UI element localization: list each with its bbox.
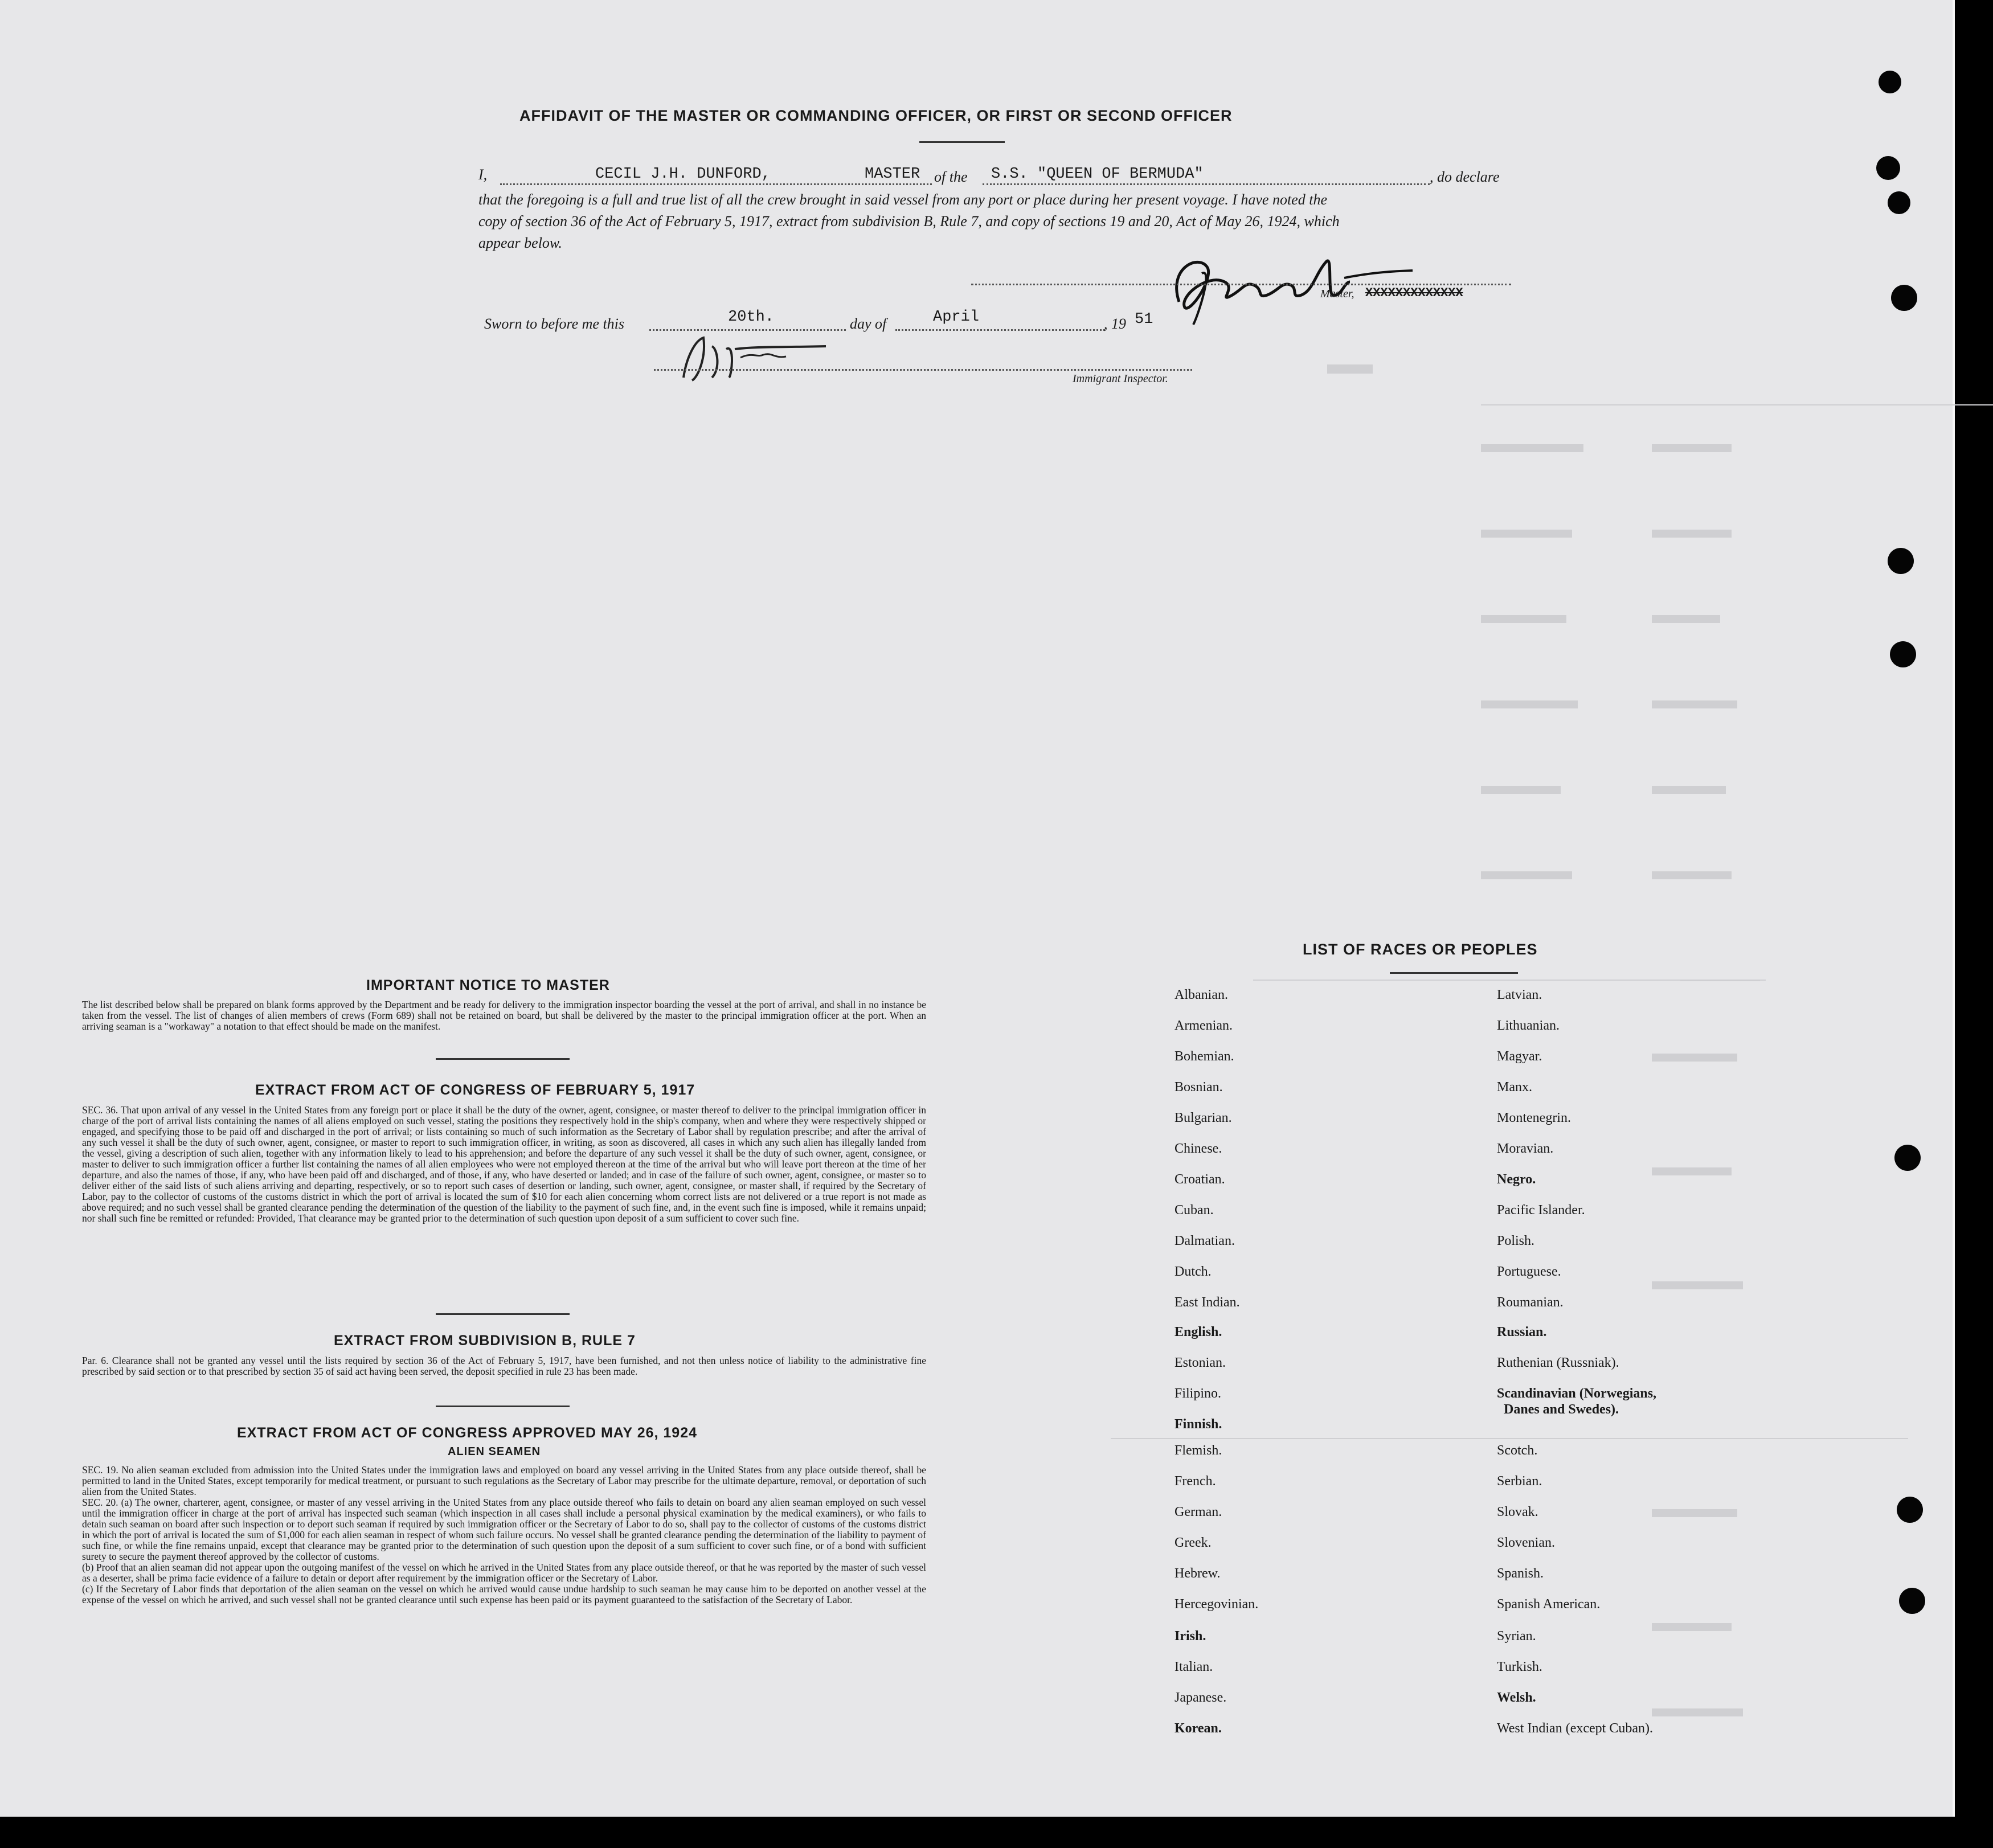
struck-out-officer-title: XXXXXXXXXXXXX	[1365, 286, 1463, 300]
master-name: CECIL J.H. DUNFORD,	[595, 166, 771, 183]
affidavit-body-line1: that the foregoing is a full and true list of all the crew brought in said vessel from any port or place during her present voyage. I have noted the	[478, 191, 1327, 208]
inspector-signature	[672, 323, 843, 392]
act-1924-sec20a: SEC. 20. (a) The owner, charterer, agent, consignee, or master of any vessel arriving in the United States from any place outside thereof who fails to detain on board any alien seaman employed on such vessel until the immigration officer in charge at the port of arrival has inspected such seaman (which inspection in all cases shall include a personal physical examination by the medical examiners), or who fails to detain such seaman on board after such inspection or to deport such seaman if required by such immigration officer or the Secretary of Labor to do so, shall pay to the collector of customs of the customs district in which the port of arrival is located the sum of $1,000 for each alien seaman in respect of whom such failure occurs. No vessel shall be granted clearance pending the determination of the liability to payment of such fine, or while the fine remains unpaid, except that clearance may be granted prior to the determination of such question upon the deposit of a sum sufficient to cover such fine, or of a bond with sufficient surety to secure the payment thereof approved by the collector of customs.	[82, 1497, 926, 1562]
race-item: Magyar.	[1497, 1049, 1542, 1064]
race-item: Spanish American.	[1497, 1597, 1601, 1612]
year-prefix: , 19	[1104, 315, 1126, 332]
notice-title: IMPORTANT NOTICE TO MASTER	[366, 977, 610, 993]
of-the-label: of the	[934, 169, 968, 185]
race-item: Finnish.	[1174, 1417, 1222, 1432]
race-item: Bohemian.	[1174, 1049, 1234, 1064]
affidavit-body-line3: appear below.	[478, 235, 562, 251]
binder-hole	[1876, 156, 1900, 180]
race-item: Roumanian.	[1497, 1295, 1564, 1310]
race-item: Spanish.	[1497, 1566, 1544, 1581]
rule-7-divider	[436, 1406, 570, 1407]
act-1917-divider	[436, 1313, 570, 1315]
race-item: English.	[1174, 1325, 1222, 1339]
race-item: Hercegovinian.	[1174, 1597, 1259, 1612]
binder-hole	[1894, 1145, 1921, 1171]
race-item: Negro.	[1497, 1172, 1536, 1187]
race-item: Greek.	[1174, 1535, 1212, 1550]
race-item: Lithuanian.	[1497, 1018, 1560, 1033]
race-item: Irish.	[1174, 1629, 1206, 1644]
race-item: Slovak.	[1497, 1505, 1538, 1519]
race-item: Latvian.	[1497, 987, 1542, 1002]
inspector-signature-line	[654, 369, 1192, 371]
sworn-month-line	[895, 329, 1105, 331]
binder-hole	[1888, 548, 1914, 574]
rule-7-text: Par. 6. Clearance shall not be granted any vessel until the lists required by section 36 of the Act of February 5, 1917, have been furnished, and not then unless notice of liability to the administrative fine prescribed by said section or to that prescribed by section 35 of said act having been served, the deposit specified in rule 23 has been made.	[82, 1355, 926, 1377]
race-item: Slovenian.	[1497, 1535, 1555, 1550]
act-1924-sec20c: (c) If the Secretary of Labor finds that deportation of the alien seaman on the vessel on which he arrived would cause undue hardship to such seaman he may cause him to be deported on another vessel at the expense of the vessel on which he arrived, and such vessel shall not be granted clearance until such expense has been paid or its payment guaranteed to the satisfaction of the Secretary of Labor.	[82, 1583, 926, 1605]
race-item: Bosnian.	[1174, 1080, 1223, 1095]
act-1924-subtitle: ALIEN SEAMEN	[448, 1445, 541, 1458]
race-item: Korean.	[1174, 1721, 1222, 1736]
race-item: Italian.	[1174, 1659, 1213, 1674]
race-item: Scotch.	[1497, 1443, 1538, 1458]
binder-hole	[1890, 641, 1916, 667]
race-item: Japanese.	[1174, 1690, 1227, 1705]
binder-hole	[1897, 1497, 1923, 1523]
race-item: Chinese.	[1174, 1141, 1222, 1156]
act-1917-title: EXTRACT FROM ACT OF CONGRESS OF FEBRUARY 5, 1917	[255, 1082, 695, 1098]
affidavit-body-line2: copy of section 36 of the Act of February 5, 1917, extract from subdivision B, Rule 7, and copy of sections 19 and 20, Act of May 26, 1924, which	[478, 213, 1340, 230]
affidavit-i-label: I,	[478, 166, 488, 183]
race-item: Albanian.	[1174, 987, 1228, 1002]
vessel-name: S.S. "QUEEN OF BERMUDA"	[991, 166, 1204, 183]
affidavit-title: AFFIDAVIT OF THE MASTER OR COMMANDING OFFICER, OR FIRST OR SECOND OFFICER	[519, 107, 1233, 124]
race-item: Russian.	[1497, 1325, 1547, 1339]
binder-hole	[1879, 71, 1901, 93]
race-item: Manx.	[1497, 1080, 1532, 1095]
race-item: Dutch.	[1174, 1264, 1212, 1279]
race-item: Polish.	[1497, 1234, 1535, 1248]
act-1917-text: SEC. 36. That upon arrival of any vessel in the United States from any foreign port or place it shall be the duty of the owner, agent, consignee, or master thereof to deliver to the principal immigration officer in charge of the port of arrival lists containing the names of all aliens employed on such vessel, stating the positions they respectively hold in the ship's company, when and where they were respectively shipped or engaged, and specifying those to be paid off and discharged in the port of arrival; or lists containing so much of such information as the Secretary of Labor shall by regulation prescribe; and after the arrival of any such vessel it shall be the duty of such owner, agent, consignee, or master to report to such immigration officer, in writing, as soon as discovered, all cases in which any such alien has illegally landed from the vessel, giving a description of such alien, together with any information likely to lead to his apprehension; and before the departure of any such vessel it shall be the duty of such owner, agent, consignee, or master to deliver to such immigration officer a further list containing the names of all alien employees who were not employed thereon at the time of the arrival but who will leave port thereon at the time of her departure, and also the names of those, if any, who have been paid off and discharged, and of those, if any, who have deserted or landed; and in case of the failure of such owner, agent, consignee, or master so to deliver either of the said lists of such aliens arriving and departing, respectively, or so to report such cases of desertion or landing, such owner, agent, consignee, or master shall, if required by the Secretary of Labor, pay to the collector of customs of the customs district in which the port of arrival is located the sum of $10 for each alien concerning whom correct lists are not delivered or a true report is not made as above required; and no such vessel shall be granted clearance pending the determination of the question of the liability to the payment of such fine, and, in the event such fine is imposed, while it remains unpaid; nor shall such fine be remitted or refunded: Provided, That clearance may be granted prior to the determination of such question upon deposit of a sum sufficient to cover such fine.	[82, 1104, 926, 1224]
notice-text: The list described below shall be prepared on blank forms approved by the Department and be ready for delivery to the immigration inspector boarding the vessel at the port of arrival, and shall in no instance be taken from the vessel. The list of changes of alien members of crews (Form 689) shall not be retained on board, but shall be delivered by the master to the principal immigration officer at the port. When an arriving seaman is a "workaway" a notation to that effect should be made on the manifest.	[82, 999, 926, 1032]
races-title: LIST OF RACES OR PEOPLES	[1303, 941, 1538, 958]
sworn-month: April	[933, 309, 980, 326]
act-1924-title: EXTRACT FROM ACT OF CONGRESS APPROVED MAY 26, 1924	[237, 1425, 698, 1441]
master-rank: MASTER	[865, 166, 920, 183]
race-item: Dalmatian.	[1174, 1234, 1235, 1248]
race-item: Pacific Islander.	[1497, 1203, 1585, 1218]
sworn-day: 20th.	[728, 309, 775, 326]
act-1924-sec20b: (b) Proof that an alien seaman did not appear upon the outgoing manifest of the vessel on which he arrived in the United States from any place outside thereof, or that he was reported by the master of such vessel as a deserter, shall be prima facie evidence of a failure to detain or deport after requirement by the immigration officer or the Secretary of Labor.	[82, 1562, 926, 1584]
inspector-label: Immigrant Inspector.	[1073, 372, 1168, 385]
race-item: Portuguese.	[1497, 1264, 1561, 1279]
title-divider	[919, 141, 1005, 143]
race-item: Danes and Swedes).	[1504, 1402, 1619, 1417]
race-item: Bulgarian.	[1174, 1111, 1232, 1125]
race-item: Scandinavian (Norwegians,	[1497, 1386, 1657, 1401]
binder-hole	[1888, 191, 1910, 214]
race-item: Montenegrin.	[1497, 1111, 1571, 1125]
master-title-label: Master,	[1320, 288, 1354, 300]
act-1924-body	[82, 1465, 926, 1605]
race-item: Estonian.	[1174, 1355, 1226, 1370]
race-item: Filipino.	[1174, 1386, 1222, 1401]
day-of-label: day of	[850, 315, 887, 332]
race-item: Hebrew.	[1174, 1566, 1221, 1581]
race-item: Serbian.	[1497, 1474, 1542, 1489]
page-edge	[1953, 0, 1955, 1817]
race-item: Cuban.	[1174, 1203, 1214, 1218]
name-line	[500, 183, 932, 185]
race-item: East Indian.	[1174, 1295, 1240, 1310]
binder-hole	[1891, 285, 1917, 311]
race-item: Moravian.	[1497, 1141, 1554, 1156]
race-item: West Indian (except Cuban).	[1497, 1721, 1653, 1736]
race-item: Syrian.	[1497, 1629, 1536, 1644]
race-item: Ruthenian (Russniak).	[1497, 1355, 1619, 1370]
race-item: German.	[1174, 1505, 1222, 1519]
race-item: French.	[1174, 1474, 1216, 1489]
race-item: Croatian.	[1174, 1172, 1225, 1187]
master-signature-line	[971, 284, 1511, 285]
act-1924-sec19: SEC. 19. No alien seaman excluded from admission into the United States under the immigration laws and employed on board any vessel arriving in the United States from any place outside thereof, shall be permitted to land in the United States, except temporarily for medical treatment, or pursuant to such regulations as the Secretary of Labor may prescribe for the ultimate departure, removal, or deportation of such alien from the United States.	[82, 1464, 926, 1497]
binder-hole	[1899, 1588, 1925, 1614]
sworn-year: 51	[1135, 311, 1153, 328]
race-item: Flemish.	[1174, 1443, 1222, 1458]
do-declare-label: , do declare	[1430, 169, 1500, 185]
rule-7-title: EXTRACT FROM SUBDIVISION B, RULE 7	[334, 1333, 636, 1349]
notice-divider	[436, 1058, 570, 1060]
race-item: Welsh.	[1497, 1690, 1536, 1705]
race-item: Turkish.	[1497, 1659, 1542, 1674]
sworn-label: Sworn to before me this	[484, 315, 625, 332]
vessel-line	[983, 183, 1430, 185]
race-item: Armenian.	[1174, 1018, 1233, 1033]
races-divider	[1390, 972, 1518, 974]
